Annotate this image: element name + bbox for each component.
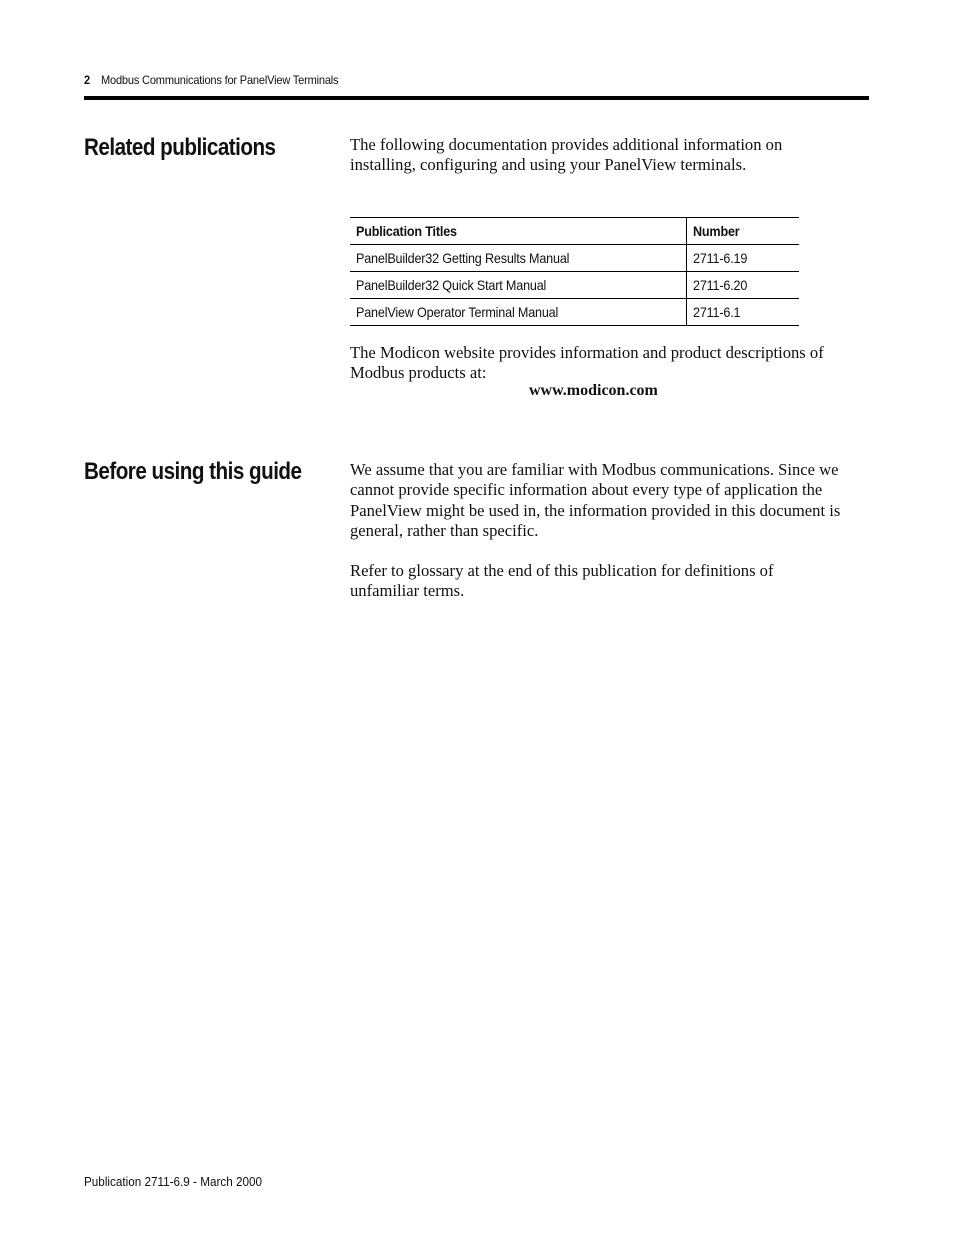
header-rule — [84, 96, 869, 100]
table-row — [350, 272, 799, 299]
publication-title-cell: PanelBuilder32 Getting Results Manual — [350, 245, 687, 272]
website-url-link[interactable]: www.modicon.com — [529, 382, 658, 399]
table-header-row — [350, 218, 799, 245]
website-paragraph: The Modicon website provides information and product descriptions of Modbus products at: — [350, 343, 824, 383]
column-header-titles: Publication Titles — [350, 218, 687, 245]
before-paragraph-2: Refer to glossary at the end of this publication for definitions of unfamiliar terms. — [350, 561, 774, 601]
table-row — [350, 299, 799, 326]
heading-before-using-guide: Before using this guide — [84, 458, 302, 485]
related-intro-paragraph: The following documentation provides additional information on installing, configuring and using your PanelView terminals. — [350, 135, 783, 175]
publication-number-cell: 2711-6.19 — [687, 245, 800, 272]
table-row — [350, 245, 799, 272]
running-title: Modbus Communications for PanelView Terminals — [101, 73, 339, 87]
before-paragraph-1: We assume that you are familiar with Modbus communications. Since we cannot provide specific information about every type of application the PanelView might be used in, the information provided in this document is general, rather than specific. — [350, 460, 841, 540]
footer-publication: Publication 2711-6.9 - March 2000 — [84, 1174, 263, 1189]
publication-title-cell: PanelBuilder32 Quick Start Manual — [350, 272, 687, 299]
publication-title-cell: PanelView Operator Terminal Manual — [350, 299, 687, 326]
publication-number-cell: 2711-6.20 — [687, 272, 800, 299]
heading-related-publications: Related publications — [84, 134, 276, 161]
column-header-number: Number — [687, 218, 800, 245]
publications-table — [350, 217, 799, 326]
publication-number-cell: 2711-6.1 — [687, 299, 800, 326]
page-number: 2 — [84, 73, 90, 87]
running-header — [84, 73, 338, 87]
